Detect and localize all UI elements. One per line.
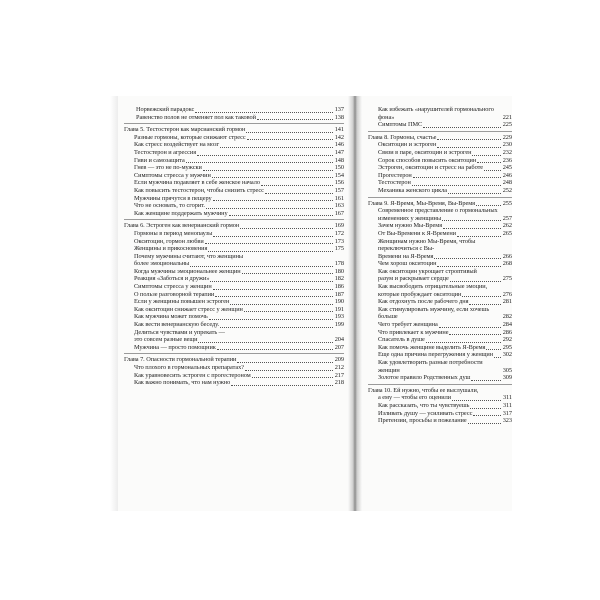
- toc-entry: [124, 344, 344, 352]
- toc-entry: [368, 321, 512, 329]
- toc-entry-title: Времени на Я-Время: [378, 252, 434, 260]
- toc-entry-title: Эстроген, окситоцин и стресс на работе: [378, 164, 484, 172]
- toc-entry-title: более эмоциональны: [134, 260, 190, 268]
- toc-leader-dots: [240, 223, 333, 229]
- toc-entry-title: Еще одна причина перегружения у женщин: [378, 351, 494, 359]
- toc-entry-title: Как стресс воздействует на мозг: [134, 141, 220, 149]
- toc-page-number: 229: [502, 133, 512, 141]
- toc-leader-dots: [457, 231, 501, 237]
- toc-entry-title: Механика женского цикла: [378, 186, 448, 194]
- toc-leader-dots: [220, 322, 333, 328]
- toc-entry: [368, 298, 512, 306]
- toc-page-number: 157: [334, 186, 344, 194]
- toc-leader-dots: [488, 285, 501, 290]
- toc-leader-dots: [220, 142, 333, 148]
- toc-leader-dots: [190, 261, 333, 267]
- toc-entry-title: Симптомы стресса у мужчин: [134, 171, 211, 179]
- toc-leader-dots: [247, 134, 333, 140]
- toc-entry: [368, 121, 512, 129]
- toc-page-number: 212: [334, 364, 344, 371]
- toc-page-number: 236: [502, 156, 512, 164]
- toc-leader-dots: [245, 365, 333, 371]
- toc-leader-dots: [213, 231, 333, 237]
- toc-page-number: 317: [502, 409, 512, 417]
- toc-page-number: 154: [334, 171, 344, 179]
- toc-page-number: 141: [334, 126, 344, 134]
- toc-page-number: 281: [502, 298, 512, 306]
- toc-page-number: 309: [502, 374, 512, 382]
- toc-entry: [368, 215, 512, 223]
- toc-entry: [124, 202, 344, 210]
- toc-leader-dots: [437, 134, 501, 140]
- toc-leader-dots: [203, 165, 333, 171]
- toc-page-number: 311: [502, 394, 512, 402]
- toc-entry: [124, 379, 344, 387]
- toc-entry-title: Окситоцин, гормон любви: [134, 237, 204, 245]
- toc-page-number: 209: [334, 356, 344, 364]
- toc-entry-title: Как стимулировать мужчину, если хочешь больше: [378, 305, 491, 321]
- toc-entry-title: Женщинам нужно Мы-Время, чтобы переключиться с Вы-: [378, 237, 477, 253]
- toc-leader-dots: [448, 188, 501, 194]
- toc-entry-title: Мужчины прячутся в пещеру: [134, 194, 212, 202]
- toc-entry-title: Гиви и самозащита: [134, 156, 185, 164]
- toc-leader-dots: [242, 268, 333, 274]
- toc-entry-title: Сорок способов повысить окситоцин: [378, 156, 477, 164]
- toc-leader-dots: [437, 142, 501, 148]
- toc-leader-dots: [215, 291, 333, 297]
- toc-entry-title: Как удовлетворить разные потребности женщин: [378, 359, 485, 374]
- toc-chapter-entry: [368, 134, 512, 142]
- toc-leader-dots: [437, 261, 501, 267]
- toc-leader-dots: [206, 203, 333, 209]
- toc-entry: [124, 253, 344, 261]
- toc-leader-dots: [217, 344, 333, 350]
- toc-leader-dots: [265, 188, 333, 194]
- toc-page-number: 156: [334, 179, 344, 187]
- toc-entry-title: разум и раскрывает сердце: [378, 275, 449, 283]
- toc-leader-dots: [230, 299, 333, 305]
- toc-entry: [368, 329, 512, 337]
- toc-page-number: 305: [502, 366, 512, 374]
- toc-entry-title: это совсем разные вещи: [134, 336, 198, 344]
- toc-entry: [124, 283, 344, 291]
- toc-entry: [124, 172, 344, 180]
- toc-page-number: 275: [502, 275, 512, 283]
- toc-entry-title: а ему — чтобы его оценили: [378, 394, 451, 402]
- chapter-divider: [124, 123, 344, 124]
- toc-page-number: 175: [334, 245, 344, 253]
- toc-page-number: 252: [502, 186, 512, 194]
- toc-entry-title: Женщины и прикосновения: [134, 245, 208, 253]
- book-gutter: [348, 96, 362, 511]
- toc-entry-title: Что плохого в гормональных препаратах?: [134, 364, 244, 371]
- toc-entry-title: Как высвободить отрицательные эмоции,: [378, 283, 488, 291]
- toc-entry-title: Окситоцин и эстроген: [378, 141, 437, 149]
- toc-leader-dots: [237, 357, 333, 363]
- toc-entry: [368, 253, 512, 261]
- toc-leader-dots: [198, 337, 333, 343]
- toc-entry: [368, 374, 512, 382]
- toc-leader-dots: [450, 276, 501, 282]
- toc-entry: [124, 114, 344, 122]
- toc-entry: [124, 298, 344, 306]
- toc-page-number: 225: [502, 121, 512, 129]
- toc-leader-dots: [244, 306, 333, 312]
- toc-entry-title: Как повысить тестостерон, чтобы снизить стресс: [134, 186, 264, 194]
- toc-page-number: 218: [334, 379, 344, 387]
- toc-leader-dots: [449, 329, 501, 335]
- toc-leader-dots: [494, 352, 501, 358]
- toc-page-number: 268: [502, 260, 512, 268]
- toc-entry-title: Равенство полов не отменяет пол как таковой: [136, 113, 256, 121]
- toc-entry-title: Если мужчина подавляет в себе женское начало: [134, 179, 260, 187]
- toc-page-number: 172: [334, 229, 344, 237]
- toc-entry-title: Глава 6. Эстроген как венерианский гормон: [124, 222, 240, 230]
- toc-entry-title: Как мужчина может помочь: [134, 313, 208, 321]
- toc-entry: [124, 306, 344, 314]
- toc-entry-title: Глава 5. Тестостерон как марсианский гормон: [124, 126, 246, 134]
- toc-leader-dots: [426, 337, 501, 343]
- toc-leader-dots: [197, 150, 333, 156]
- toc-page-number: 295: [502, 343, 512, 351]
- toc-entry: [368, 222, 512, 230]
- toc-entry: [124, 230, 344, 238]
- toc-page-number: 182: [334, 275, 344, 283]
- toc-entry: [368, 187, 512, 195]
- toc-entry-title: Тестостерон: [378, 179, 411, 187]
- toc-page-number: 265: [502, 229, 512, 237]
- toc-page-number: 276: [502, 290, 512, 298]
- book-spread: [96, 96, 512, 511]
- toc-leader-dots: [231, 380, 333, 386]
- toc-entry-title: Гормоны в период менопаузы: [134, 229, 213, 237]
- toc-leader-dots: [210, 276, 333, 282]
- toc-entry-title: Мужчина — просто помощник: [134, 343, 216, 351]
- toc-leader-dots: [413, 172, 501, 178]
- toc-page-number: 311: [502, 401, 512, 409]
- toc-entry-title: Почему мужчины считают, что женщины: [134, 252, 244, 260]
- toc-leader-dots: [209, 314, 333, 320]
- toc-entry-title: Как помочь женщине выделить Я-Время: [378, 343, 486, 351]
- toc-page-number: 266: [502, 252, 512, 260]
- toc-page-number: 323: [502, 417, 512, 425]
- toc-entry: [368, 230, 512, 238]
- toc-entry: [368, 141, 512, 149]
- toc-entry: [368, 157, 512, 165]
- toc-entry-title: Претензии, просьбы и пожелание: [378, 417, 467, 425]
- toc-entry: [368, 268, 512, 276]
- toc-page-number: 180: [334, 267, 344, 275]
- toc-leader-dots: [246, 127, 333, 133]
- toc-entry-title: Прогестерон: [378, 171, 412, 179]
- toc-entry: [124, 275, 344, 283]
- toc-chapter-entry: [124, 222, 344, 230]
- toc-entry-title: Как уравновесить эстроген с прогестероном: [134, 371, 251, 379]
- page-edge-shadow: [110, 96, 118, 511]
- toc-leader-dots: [468, 418, 501, 424]
- toc-entry: [368, 164, 512, 172]
- toc-page-number: 150: [334, 164, 344, 172]
- toc-leader-dots: [423, 122, 501, 128]
- toc-leader-dots: [212, 172, 333, 178]
- toc-page-number: 147: [334, 148, 344, 156]
- toc-entry: [124, 210, 344, 218]
- toc-leader-dots: [472, 150, 501, 156]
- toc-leader-dots: [473, 410, 501, 416]
- toc-entry-title: Спасатель в душе: [378, 336, 425, 344]
- toc-entry-title: Как вести венерианскую беседу.: [134, 321, 220, 329]
- toc-page-number: 302: [502, 351, 512, 359]
- toc-page-number: 161: [334, 194, 344, 202]
- toc-entry-title: которые пробуждает окситоцин: [378, 290, 462, 298]
- toc-entry: [124, 106, 344, 114]
- toc-leader-dots: [479, 388, 501, 393]
- toc-entry: [368, 172, 512, 180]
- toc-page-number: 262: [502, 222, 512, 230]
- toc-chapter-entry: [124, 126, 344, 134]
- toc-leader-dots: [469, 299, 501, 305]
- toc-chapter-entry: [368, 387, 512, 395]
- toc-entry: [124, 260, 344, 268]
- toc-entry: [368, 149, 512, 157]
- toc-page-number: 142: [334, 133, 344, 141]
- toc-entry-title: Глава 7. Опасности гормональной терапии: [124, 356, 237, 364]
- toc-page-number: 248: [502, 179, 512, 187]
- chapter-divider: [368, 384, 512, 385]
- left-page: [118, 96, 348, 511]
- toc-page-number: 207: [334, 343, 344, 351]
- toc-left: [124, 106, 344, 387]
- toc-entry-title: Когда мужчины эмоциональнее женщин: [134, 267, 241, 275]
- toc-page-number: 163: [334, 202, 344, 210]
- toc-leader-dots: [462, 291, 501, 297]
- toc-entry-title: Что привлекает к мужчине: [378, 328, 449, 336]
- toc-entry: [124, 134, 344, 142]
- toc-entry: [368, 291, 512, 299]
- toc-entry-title: Глава 8. Гормоны, счастье: [368, 133, 437, 141]
- toc-leader-dots: [470, 403, 501, 409]
- toc-page-number: 178: [334, 260, 344, 268]
- toc-entry: [124, 364, 344, 372]
- toc-leader-dots: [261, 180, 333, 186]
- toc-entry: [368, 336, 512, 344]
- toc-page-number: 232: [502, 148, 512, 156]
- toc-page-number: 217: [334, 371, 344, 379]
- toc-leader-dots: [252, 372, 333, 378]
- toc-entry-title: Изливать душу — усиливать стресс: [378, 409, 473, 417]
- toc-entry: [368, 306, 512, 321]
- toc-entry-title: Связи в паре, окситоцин и эстроген: [378, 148, 472, 156]
- toc-entry: [124, 291, 344, 299]
- toc-leader-dots: [213, 284, 333, 290]
- toc-entry: [124, 329, 344, 337]
- chapter-divider: [124, 353, 344, 354]
- toc-entry-title: Реакция «Заботься и дружи»: [134, 275, 210, 283]
- toc-entry-title: Глава 9. Я-Время, Мы-Время, Вы-Время: [368, 199, 475, 207]
- toc-page-number: 221: [502, 113, 512, 121]
- toc-entry: [368, 238, 512, 253]
- toc-entry-title: Тестостерон и агрессия: [134, 148, 197, 156]
- chapter-divider: [368, 131, 512, 132]
- toc-page-number: 138: [334, 113, 344, 121]
- toc-entry-title: От Вы-Времени к Я-Времени: [378, 229, 456, 237]
- toc-entry: [368, 260, 512, 268]
- toc-entry-title: изменениях у женщины: [378, 214, 442, 222]
- toc-page-number: 137: [334, 106, 344, 113]
- toc-entry-title: Как рассказать, что ты чувствуешь: [378, 401, 470, 409]
- toc-entry-title: Симптомы ПМС: [378, 121, 423, 129]
- toc-entry: [124, 238, 344, 246]
- toc-entry: [124, 245, 344, 253]
- toc-leader-dots: [205, 238, 333, 244]
- toc-page-number: 187: [334, 290, 344, 298]
- toc-entry: [124, 336, 344, 344]
- toc-leader-dots: [186, 157, 333, 163]
- toc-leader-dots: [412, 180, 501, 186]
- toc-leader-dots: [229, 210, 333, 216]
- toc-page-number: 146: [334, 141, 344, 149]
- toc-page-number: 245: [502, 164, 512, 172]
- toc-entry-title: Как избежать «нарушителей гормонального фона»: [378, 106, 496, 121]
- toc-entry-title: Как окситоцин укрощает строптивый: [378, 267, 477, 275]
- toc-leader-dots: [484, 165, 501, 171]
- toc-entry: [368, 275, 512, 283]
- toc-entry: [368, 402, 512, 410]
- toc-entry: [368, 179, 512, 187]
- toc-entry-title: Разные гормоны, которые снижают стресс: [134, 133, 246, 141]
- toc-page-number: 148: [334, 156, 344, 164]
- toc-entry-title: Как отдохнуть после рабочего дня: [378, 298, 469, 306]
- toc-entry: [368, 283, 512, 291]
- toc-entry: [368, 417, 512, 425]
- toc-page-number: 191: [334, 305, 344, 313]
- chapter-divider: [124, 219, 344, 220]
- toc-page-number: 255: [502, 199, 512, 207]
- toc-leader-dots: [442, 215, 501, 221]
- toc-entry-title: Норвежский парадокс: [136, 106, 195, 113]
- toc-entry-title: Современное представление о гормональных: [378, 207, 498, 215]
- toc-entry-title: Глава 10. Ей нужно, чтобы ее выслушали,: [368, 386, 479, 394]
- toc-leader-dots: [476, 200, 501, 206]
- toc-entry-title: Чего требует женщина: [378, 321, 438, 329]
- toc-entry-title: Делиться чувствами и упрекать —: [134, 328, 225, 336]
- toc-leader-dots: [471, 375, 501, 381]
- toc-entry: [124, 313, 344, 321]
- toc-entry: [124, 157, 344, 165]
- toc-page-number: 246: [502, 171, 512, 179]
- toc-leader-dots: [195, 107, 333, 113]
- toc-page-number: 193: [334, 313, 344, 321]
- toc-entry-title: Как женщине поддержать мужчину: [134, 209, 228, 217]
- toc-leader-dots: [257, 114, 333, 120]
- toc-entry-title: Золотое правило Родственных душ: [378, 374, 471, 382]
- toc-entry: [368, 410, 512, 418]
- toc-leader-dots: [443, 223, 501, 229]
- toc-entry: [124, 321, 344, 329]
- toc-entry-title: Чем хорош окситоцин: [378, 260, 437, 268]
- toc-entry: [124, 141, 344, 149]
- toc-entry-title: Симптомы стресса у женщин: [134, 283, 212, 291]
- toc-page-number: 190: [334, 298, 344, 306]
- toc-page-number: 284: [502, 321, 512, 329]
- toc-chapter-entry: [368, 200, 512, 208]
- toc-leader-dots: [499, 209, 501, 214]
- toc-entry: [368, 106, 512, 121]
- right-page: [362, 96, 512, 511]
- toc-leader-dots: [486, 344, 501, 350]
- toc-leader-dots: [208, 246, 333, 252]
- toc-entry: [124, 187, 344, 195]
- toc-page-number: 173: [334, 237, 344, 245]
- toc-entry: [368, 207, 512, 215]
- toc-entry: [124, 164, 344, 172]
- toc-page-number: 230: [502, 141, 512, 149]
- toc-entry-title: Как окситоцин снижает стресс у женщин: [134, 305, 243, 313]
- toc-page-number: 204: [334, 336, 344, 344]
- toc-leader-dots: [452, 395, 501, 401]
- toc-chapter-entry: [124, 356, 344, 364]
- toc-page-number: 167: [334, 209, 344, 217]
- toc-page-number: 282: [502, 313, 512, 321]
- toc-page-number: 257: [502, 214, 512, 222]
- toc-entry-title: Как важно понимать, что нам нужно: [134, 379, 231, 387]
- toc-entry-title: Зачем нужно Мы-Время: [378, 222, 443, 230]
- toc-entry: [368, 344, 512, 352]
- toc-page-number: 292: [502, 336, 512, 344]
- toc-page-number: 286: [502, 328, 512, 336]
- toc-entry: [124, 372, 344, 380]
- toc-right: [368, 106, 512, 425]
- chapter-divider: [368, 197, 512, 198]
- toc-leader-dots: [478, 269, 501, 274]
- toc-page-number: 199: [334, 321, 344, 329]
- toc-leader-dots: [439, 322, 501, 328]
- toc-entry: [368, 359, 512, 374]
- toc-leader-dots: [477, 157, 501, 163]
- toc-page-number: 169: [334, 222, 344, 230]
- toc-leader-dots: [244, 254, 333, 259]
- toc-leader-dots: [226, 330, 333, 335]
- toc-entry: [124, 149, 344, 157]
- toc-entry: [124, 179, 344, 187]
- toc-leader-dots: [434, 253, 501, 259]
- toc-entry: [368, 394, 512, 402]
- toc-leader-dots: [213, 195, 333, 201]
- toc-entry: [368, 351, 512, 359]
- toc-page-number: 186: [334, 283, 344, 291]
- toc-entry-title: Гнев — это не по-мужски: [134, 164, 202, 172]
- toc-entry: [124, 195, 344, 203]
- toc-entry-title: Если у женщины повышен эстроген: [134, 298, 230, 306]
- toc-entry-title: О пользе разговорной терапии: [134, 290, 215, 298]
- toc-entry-title: Что не основать, то сгорит.: [134, 202, 205, 210]
- toc-entry: [124, 268, 344, 276]
